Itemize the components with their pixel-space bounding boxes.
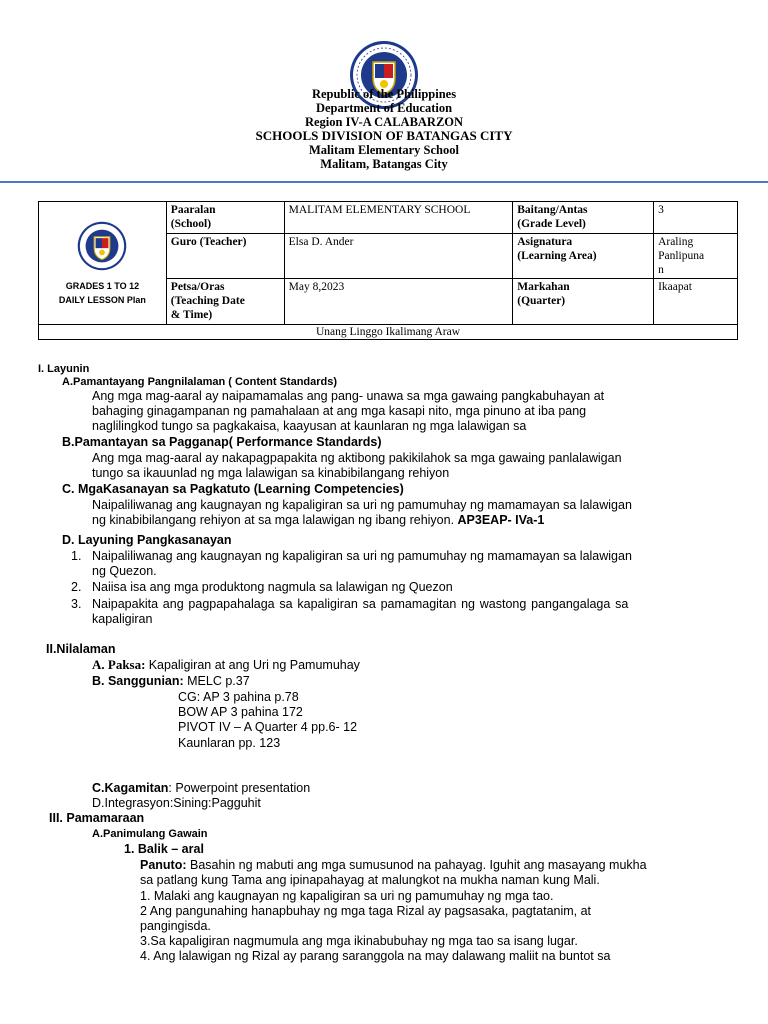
review-item: 1. Malaki ang kaugnayan ng kapaligiran sa uri ng pamumuhay ng mga tao.: [140, 889, 554, 903]
objective-text: kapaligiran: [92, 612, 153, 626]
integrasyon-line: D.Integrasyon:Sining:Pagguhit: [92, 796, 261, 810]
instruction-text: sa patlang kung Tama ang ipinapahayag at malungkot na mukha naman kung Mali.: [140, 873, 600, 887]
header-line-division: SCHOOLS DIVISION OF BATANGAS CITY: [255, 128, 513, 143]
date-label: Petsa/Oras (Teaching Date & Time): [166, 279, 284, 325]
section-nilalaman: II.Nilalaman: [46, 642, 116, 656]
performance-standards-text: Ang mga mag-aaral ay nakapagpapakita ng aktibong pakikilahok sa mga gawaing panlalawigan: [92, 451, 622, 465]
content-standards-text: Ang mga mag-aaral ay naipamamalas ang pang- unawa sa mga gawaing pangkabuhayan at: [92, 389, 605, 403]
dlp-title: DAILY LESSON Plan: [58, 295, 146, 305]
reference-item: PIVOT IV – A Quarter 4 pp.6- 12: [178, 720, 358, 734]
paksa-line: A. Paksa: Kapaligiran at ang Uri ng Pamumuhay: [92, 657, 360, 672]
reference-item: BOW AP 3 pahina 172: [178, 705, 303, 719]
school-value: MALITAM ELEMENTARY SCHOOL: [284, 202, 513, 234]
objective-number: 3.: [71, 597, 82, 611]
learning-competencies-text: Naipaliliwanag ang kaugnayan ng kapaligiran sa uri ng pamumuhay ng mamamayan sa lalawigan: [92, 498, 632, 512]
objective-text: Naiisa isa ang mga produktong nagmula sa lalawigan ng Quezon: [92, 580, 453, 594]
section-layunin: I. Layunin: [38, 363, 90, 375]
learning-area-value: Araling Panlipuna n: [654, 234, 738, 279]
week-day-line: Unang Linggo Ikalimang Araw: [39, 325, 738, 340]
school-label: Paaralan (School): [166, 202, 284, 234]
header-line-address: Malitam, Batangas City: [320, 157, 448, 171]
objective-text: Naipaliliwanag ang kaugnayan ng kapaligiran sa uri ng pamumuhay ng mamamayan sa lalawigan: [92, 549, 632, 563]
teacher-label: Guro (Teacher): [166, 234, 284, 279]
content-standards-text: bahaging ginagampanan ng pamahalaan at ang mga kasapi nito, mga pinuno at iba pang: [92, 404, 587, 418]
date-value: May 8,2023: [284, 279, 513, 325]
review-item: 4. Ang lalawigan ng Rizal ay parang saranggola na may dalawang maliit na buntot sa: [140, 949, 611, 963]
objective-text: ng Quezon.: [92, 564, 157, 578]
lesson-info-table: [38, 201, 738, 340]
grades-title: GRADES 1 TO 12: [65, 281, 140, 291]
layuning-pangkasanayan-heading: D. Layuning Pangkasanayan: [62, 533, 232, 547]
header-line-school: Malitam Elementary School: [309, 143, 459, 157]
header-divider: [0, 181, 768, 183]
review-item: 3.Sa kapaligiran nagmumula ang mga ikinabubuhay ng mga tao sa isang lugar.: [140, 934, 578, 948]
objective-number: 2.: [71, 580, 82, 594]
objective-number: 1.: [71, 549, 82, 563]
sanggunian-line: B. Sanggunian: MELC p.37: [92, 674, 250, 688]
review-item: pangingisda.: [140, 919, 211, 933]
quarter-label: Markahan (Quarter): [513, 279, 654, 325]
grades-cell: [39, 202, 167, 325]
performance-standards-text: tungo sa ikauunlad ng mga lalawigan sa kinabibilangang rehiyon: [92, 466, 450, 480]
learning-area-label: Asignatura (Learning Area): [513, 234, 654, 279]
quarter-value: Ikaapat: [654, 279, 738, 325]
performance-standards-heading: B.Pamantayan sa Pagganap( Performance Standards): [62, 435, 382, 449]
content-standards-heading: A.Pamantayang Pangnilalaman ( Content Standards): [62, 376, 338, 388]
kagamitan-line: C.Kagamitan: Powerpoint presentation: [92, 781, 311, 795]
learning-competencies-heading: C. MgaKasanayan sa Pagkatuto (Learning Competencies): [62, 482, 404, 496]
header-line-region: Region IV-A CALABARZON: [304, 115, 464, 129]
header-line-deped: Department of Education: [315, 101, 453, 115]
grade-value: 3: [654, 202, 738, 234]
grade-label: Baitang/Antas (Grade Level): [513, 202, 654, 234]
reference-item: Kaunlaran pp. 123: [178, 736, 281, 750]
balik-aral-heading: 1. Balik – aral: [124, 842, 204, 856]
panuto-line: Panuto: Basahin ng mabuti ang mga sumusunod na pahayag. Iguhit ang masayang mukha: [140, 858, 647, 872]
header-line-republic: Republic of the Philippines: [311, 87, 457, 101]
learning-competencies-text: ng kinabibilangang rehiyon at sa mga lalawigan ng ibang rehiyon. AP3EAP- IVa-1: [92, 513, 545, 527]
deped-seal-small-icon: [77, 221, 127, 271]
competency-code: AP3EAP- IVa-1: [457, 513, 545, 527]
reference-item: CG: AP 3 pahina p.78: [178, 690, 299, 704]
section-pamamaraan: III. Pamamaraan: [49, 811, 145, 825]
panimulang-gawain-heading: A.Panimulang Gawain: [92, 828, 208, 840]
teacher-value: Elsa D. Ander: [284, 234, 513, 279]
objective-text: Naipapakita ang pagpapahalaga sa kapaligiran sa pamamagitan ng wastong pangangalaga sa: [92, 597, 629, 611]
content-standards-text: naglilingkod tungo sa pagkakaisa, kaayusan at kaunlaran ng mga lalawigan sa: [92, 419, 527, 433]
review-item: 2 Ang pangunahing hanapbuhay ng mga taga Rizal ay pagsasaka, pagtatanim, at: [140, 904, 592, 918]
